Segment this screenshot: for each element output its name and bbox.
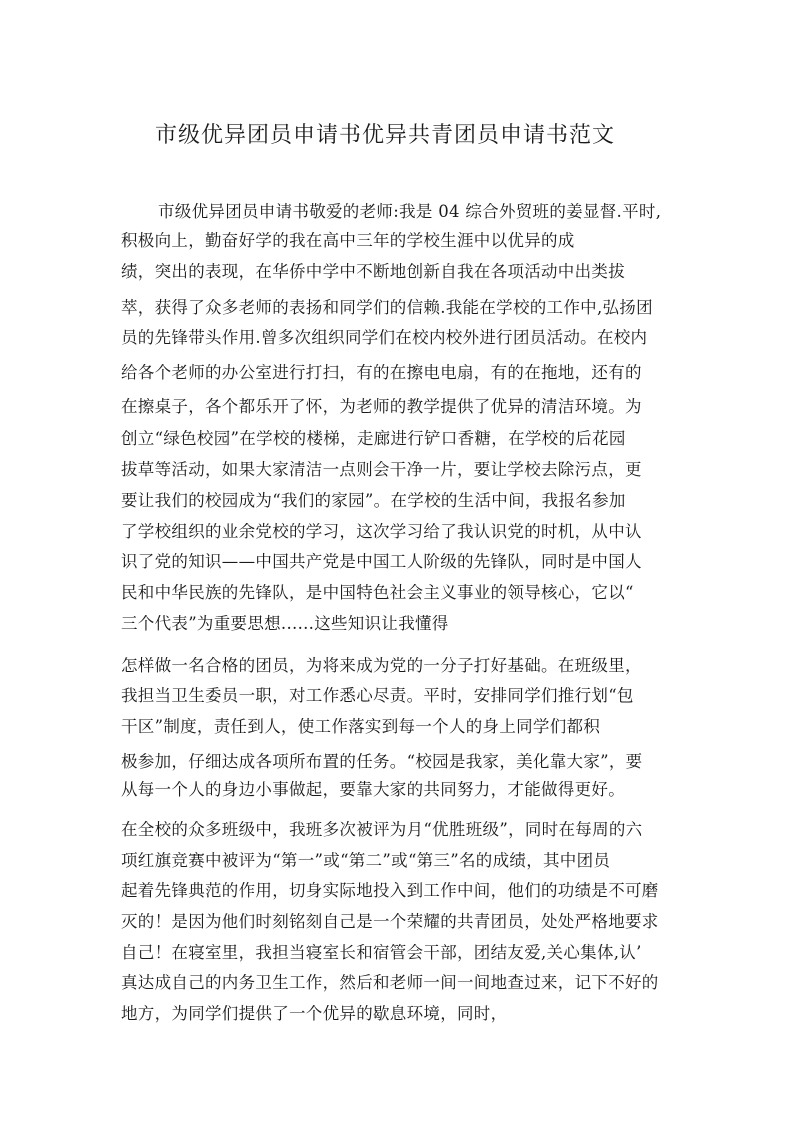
body-line: 识了党的知识——中国共产党是中国工人阶级的先锋队，同时是中国人 (121, 552, 642, 571)
body-line: 三个代表”为重要思想......这些知识让我懂得 (121, 614, 449, 633)
body-line: 了学校组织的业余党校的学习，这次学习给了我认识党的时机，从中认 (121, 522, 642, 541)
body-line: 市级优异团员申请书敬爱的老师:我是 04 综合外贸班的姜显督.平时, (158, 202, 662, 221)
body-line: 怎样做一名合格的团员，为将来成为党的一分子打好基础。在班级里， (121, 656, 642, 675)
body-line: 项红旗竞赛中被评为“第一”或“第二”或“第三”名的成绩，其中团员 (121, 851, 611, 870)
body-line: 拔草等活动，如果大家清洁一点则会干净一片，要让学校去除污点，更 (121, 460, 642, 479)
body-line: 干区”制度，责任到人，使工作落实到每一个人的身上同学们都积 (121, 717, 601, 736)
body-line: 起着先锋典范的作用，切身实际地投入到工作中间，他们的功绩是不可磨 (121, 881, 659, 900)
body-line: 从每一个人的身边小事做起，要靠大家的共同努力，才能做得更好。 (121, 780, 625, 799)
body-line: 民和中华民族的先锋队，是中国特色社会主义事业的领导核心，它以“ (121, 583, 634, 602)
body-line: 员的先锋带头作用.曾多次组织同学们在校内校外进行团员活动。在校内 (121, 328, 648, 347)
body-line: 在擦桌子，各个都乐开了怀，为老师的教学提供了优异的清洁环境。为 (121, 397, 642, 416)
body-line: 绩，突出的表现，在华侨中学中不断地创新自我在各项活动中出类拔 (121, 262, 625, 281)
body-line: 给各个老师的办公室进行打扫，有的在擦电电扇，有的在拖地，还有的 (121, 363, 642, 382)
body-line: 萃，获得了众多老师的表扬和同学们的信赖.我能在学校的工作中,弘扬团 (121, 298, 653, 317)
body-line: 真达成自己的内务卫生工作，然后和老师一间一间地查过来，记下不好的 (121, 973, 659, 992)
body-line: 自己！在寝室里，我担当寝室长和宿管会干部，团结友爱,关心集体,认’ (121, 943, 642, 962)
body-line: 在全校的众多班级中，我班多次被评为月“优胜班级”，同时在每周的六 (121, 820, 643, 839)
body-line: 积极向上，勤奋好学的我在高中三年的学校生涯中以优异的成 (121, 231, 575, 250)
body-line: 我担当卫生委员一职，对工作悉心尽责。平时，安排同学们推行划“包 (121, 686, 634, 705)
body-line: 极参加，仔细达成各项所布置的任务。“校园是我家，美化靠大家”，要 (121, 752, 643, 771)
body-line: 灭的！是因为他们时刻铭刻自己是一个荣耀的共青团员，处处严格地要求 (121, 912, 659, 931)
document-title: 市级优异团员申请书优异共青团员申请书范文 (155, 123, 616, 148)
body-line: 要让我们的校园成为“我们的家园”。在学校的生活中间，我报名参加 (121, 491, 626, 510)
body-line: 创立“绿色校园”在学校的楼梯，走廊进行铲口香糖，在学校的后花园 (121, 429, 626, 448)
body-line: 地方，为同学们提供了一个优异的歇息环境，同时， (121, 1004, 508, 1023)
